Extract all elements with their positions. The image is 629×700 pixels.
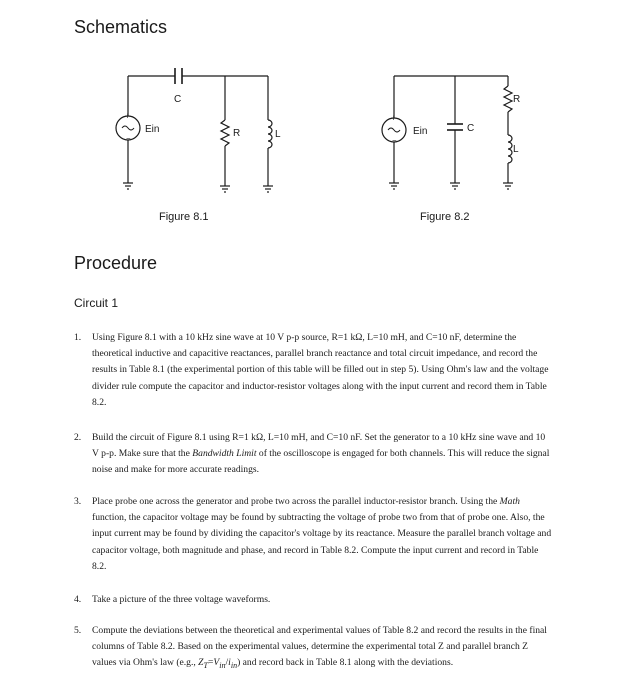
figure-8-1-caption: Figure 8.1	[159, 211, 209, 223]
fig1-c-label: C	[174, 94, 182, 105]
step-text: Compute the deviations between the theoretical and experimental values of Table 8.2 and record the results in the final columns of Table 8.2. Based on the experimental values, determine the experimental total Z and parallel branch Z values via Ohm's law (e.g., $Z_T=V_{in}/i_{in}$) and record back in Table 8.1 along with the deviations.	[92, 625, 547, 671]
fig1-l-label: L	[275, 129, 281, 140]
step-number: 5.	[74, 625, 82, 636]
procedure-heading: Procedure	[74, 253, 158, 273]
figure-8-2-schematic	[0, 0, 629, 230]
step-text: Using Figure 8.1 with a 10 kHz sine wave at 10 V p-p source, R=1 kΩ, L=10 mH, and C=10 nF, determine the theoretical inductive and capacitive reactances, parallel branch reactance and total circuit impedance, and record the results in Table 8.1 (the experimental portion of this table will be filled out in step 5). Using Ohm's law and the voltage divider rule compute the capacitor and inductor-resistor voltages along with the input current and record them in Table 8.2.	[92, 332, 549, 408]
procedure-step	[74, 330, 554, 411]
svg-text:−: −	[126, 134, 131, 143]
svg-text:+: +	[391, 113, 397, 123]
fig1-ein-label: Ein	[145, 124, 160, 135]
fig2-c-label: C	[467, 123, 475, 134]
ground-icon	[503, 183, 513, 189]
procedure-step	[74, 430, 554, 479]
step-number: 1.	[74, 332, 82, 343]
step-text: Take a picture of the three voltage waveforms.	[92, 594, 271, 605]
ground-icon	[450, 183, 460, 189]
fig2-l-label: L	[513, 144, 519, 155]
svg-text:−: −	[392, 136, 397, 145]
step-text: Place probe one across the generator and probe two across the parallel inductor-resistor branch. Using the Math function, the capacitor voltage may be found by subtracting the voltage of probe two from that of probe one. Also, the input current may be found by dividing the capacitor's voltage by its reactance. Measure the parallel branch voltage and capacitor voltage, both magnitude and phase, and record in Table 8.2. Compute the input current and record in Table 8.2.	[92, 496, 552, 572]
step-number: 4.	[74, 594, 82, 605]
circuit-subheading: Circuit 1	[74, 296, 119, 310]
fig2-r-label: R	[513, 94, 521, 105]
procedure-step	[74, 623, 554, 675]
ground-icon	[389, 183, 399, 189]
figure-8-2-caption: Figure 8.2	[420, 211, 470, 223]
svg-text:+: +	[125, 111, 131, 121]
procedure-step	[74, 592, 554, 608]
procedure-step	[74, 494, 554, 575]
schematics-heading: Schematics	[74, 17, 168, 37]
ac-source-icon	[388, 113, 400, 145]
step-number: 2.	[74, 432, 82, 443]
step-number: 3.	[74, 496, 82, 507]
fig1-r-label: R	[233, 128, 241, 139]
step-text: Build the circuit of Figure 8.1 using R=1 kΩ, L=10 mH, and C=10 nF. Set the generator to a 10 kHz sine wave and 10 V p-p. Make sure that the Bandwidth Limit of the oscilloscope is engaged for both channels. This will reduce the signal noise and make for more accurate readings.	[92, 432, 550, 476]
fig2-ein-label: Ein	[413, 126, 428, 137]
